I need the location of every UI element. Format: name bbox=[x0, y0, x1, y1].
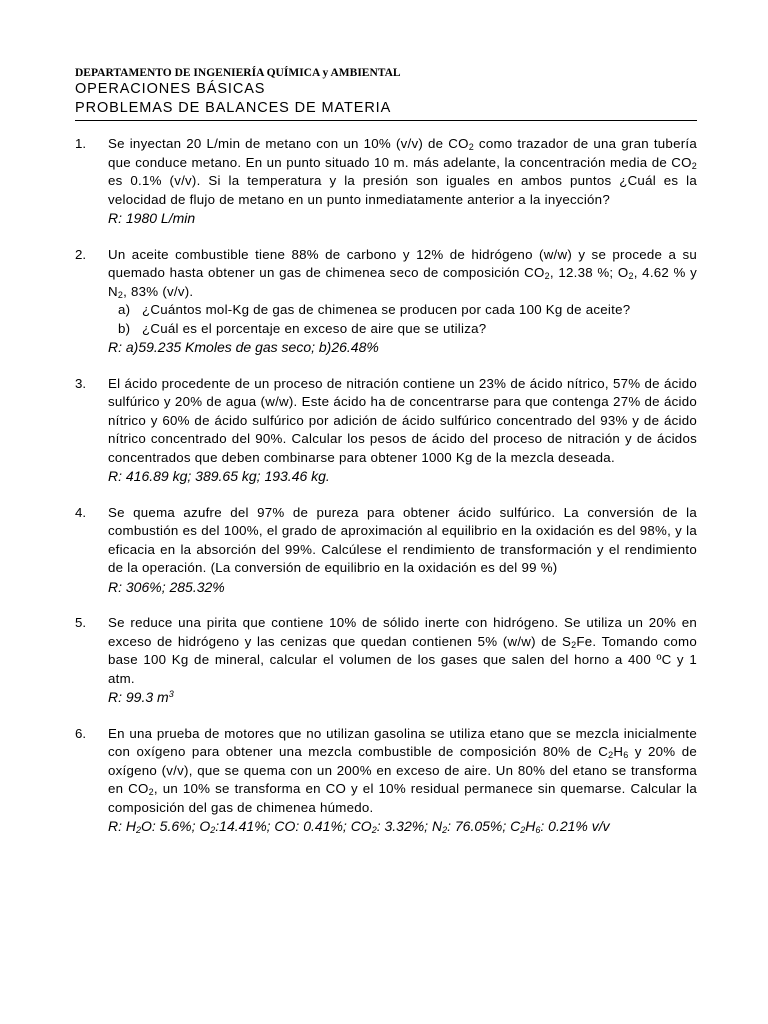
problem-body bbox=[108, 375, 697, 486]
subquestion-list bbox=[108, 301, 697, 338]
problem-number: 4. bbox=[75, 504, 87, 520]
problem-statement: Se reduce una pirita que contiene 10% de sólido inerte con hidrógeno. Se utiliza un 20% en exceso de hidrógeno y las cenizas que quedan contienen 5% (w/w) de $S_2Fe$. Tomando como base 100 Kg de mineral, calcular el volumen de los gases que salen del horno a 400 ºC y 1 atm. bbox=[108, 615, 697, 686]
problem-body bbox=[108, 614, 697, 707]
subquestion-label: b) bbox=[118, 320, 131, 336]
subquestion-text: ¿Cuántos mol-Kg de gas de chimenea se producen por cada 100 Kg de aceite? bbox=[142, 302, 631, 317]
problem-answer: R: 416.89 kg; 389.65 kg; 193.46 kg. bbox=[108, 468, 330, 484]
problem-item bbox=[75, 135, 697, 228]
subquestion-text: ¿Cuál es el porcentaje en exceso de aire que se utiliza? bbox=[142, 320, 487, 336]
course-title: OPERACIONES BÁSICAS bbox=[75, 81, 266, 97]
subquestion-item bbox=[118, 301, 697, 320]
problem-statement: El ácido procedente de un proceso de nitración contiene un 23% de ácido nítrico, 57% de ácido sulfúrico y 20% de agua (w/w). Este ácido ha de concentrarse para que contenga 27% de ácido nítrico y 60% de ácido sulfúrico por adición de ácido sulfúrico concentrado del 93% y de ácido nítrico concentrado del 90%. Calcular los pesos de ácido del proceso de nitración y de ácidos concentrados que deben combinarse para obtener 1000 Kg de la mezcla deseada. bbox=[108, 375, 697, 465]
problem-item bbox=[75, 375, 697, 486]
problem-statement: Un aceite combustible tiene 88% de carbono y 12% de hidrógeno (w/w) y se procede a su quemado hasta obtener un gas de chimenea seco de composición $CO_2$, 12.38 %; $O_2$, 4.62 % y $N_2$, 83% (v/v). bbox=[108, 246, 698, 300]
problem-statement: En una prueba de motores que no utilizan gasolina se utiliza etano que se mezcla inicialmente con oxígeno para obtener una mezcla combustible de composición 80% de $C_2H_6$ y 20% de oxígeno (v/v), que se quema con un 200% en exceso de aire. Un 80% del etano se transforma en $CO_2$, un 10% se transforma en CO y el 10% residual permanece sin quemarse. Calcular la composición del gas de chimenea húmedo. bbox=[108, 725, 697, 815]
document-page bbox=[75, 66, 697, 854]
problem-body bbox=[108, 135, 697, 228]
problem-statement: Se quema azufre del 97% de pureza para obtener ácido sulfúrico. La conversión de la combustión es del 100%, el grado de aproximación al equilibrio en la oxidación es del 98%, y la eficacia en la absorción del 99%. Calcúlese el rendimiento de transformación y el rendimiento de la operación. (La conversión de equilibrio en la oxidación es del 99 %) bbox=[108, 504, 697, 575]
document-title: PROBLEMAS DE BALANCES DE MATERIA bbox=[75, 99, 697, 121]
problem-body bbox=[108, 725, 697, 836]
problem-answer: R: a)59.235 Kmoles de gas seco; b)26.48% bbox=[108, 339, 379, 355]
problem-list bbox=[75, 135, 697, 836]
department-heading: DEPARTAMENTO DE INGENIERÍA QUÍMICA y AMBIENTAL bbox=[75, 67, 401, 79]
problem-answer: R: 99.3 $m^3$ bbox=[108, 689, 174, 705]
problem-number: 2. bbox=[75, 246, 87, 262]
problem-answer: R: $H_2O$: 5.6%; $O_2:14.41\%$; CO: 0.41%; $CO_2$: 3.32%; $N_2$: 76.05%; $C_2H_6$: 0.21% v/v bbox=[108, 818, 610, 835]
problem-number: 3. bbox=[75, 375, 87, 391]
problem-number: 5. bbox=[75, 615, 87, 630]
problem-number: 1. bbox=[75, 136, 87, 151]
problem-answer: R: 1980 L/min bbox=[108, 210, 196, 226]
problem-answer: R: 306%; 285.32% bbox=[108, 578, 225, 595]
problem-item bbox=[75, 504, 697, 597]
subquestion-item bbox=[118, 320, 697, 339]
problem-body bbox=[108, 504, 697, 597]
problem-item bbox=[75, 725, 697, 836]
problem-statement: Se inyectan 20 L/min de metano con un 10% (v/v) de $CO_2$ como trazador de una gran tubería que conduce metano. En un punto situado 10 m. más adelante, la concentración media de $CO_2$ es 0.1% (v/v). Si la temperatura y la presión son iguales en ambos puntos ¿Cuál es la velocidad de flujo de metano en un punto inmediatamente anterior a la inyección? bbox=[108, 136, 697, 207]
subquestion-label: a) bbox=[118, 302, 131, 317]
problem-item bbox=[75, 614, 697, 707]
problem-number: 6. bbox=[75, 725, 87, 741]
problem-item bbox=[75, 246, 697, 357]
problem-body bbox=[108, 246, 697, 357]
